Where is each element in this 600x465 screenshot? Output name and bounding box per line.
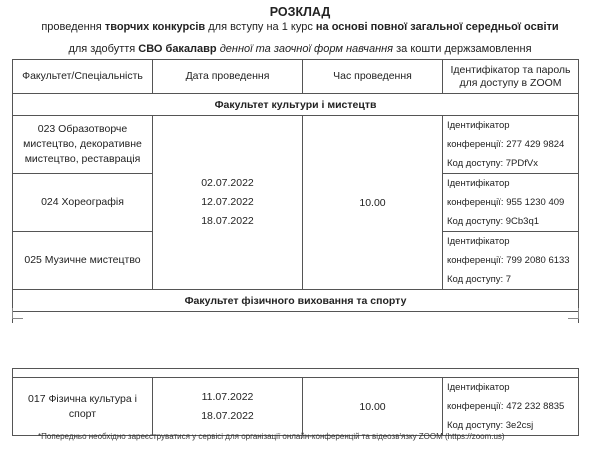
col-header-zoom: Ідентифікатор та пароль для доступу в ZOOM: [443, 60, 579, 94]
zoom-access-code[interactable]: 7: [505, 274, 512, 285]
time-cell: 10.00: [303, 116, 443, 290]
zoom-access-code[interactable]: 7PDfVx: [505, 158, 538, 169]
date-value: 02.07.2022: [201, 177, 254, 189]
table-header-row: [13, 60, 579, 94]
date-value: 12.07.2022: [201, 196, 254, 208]
zoom-id-label: Ідентифікатор: [447, 178, 510, 189]
faculty-row-culture: [13, 94, 579, 116]
subtitle-line-2: для здобуття СВО бакалавр денної та заочної форм навчання за кошти держзамовлення: [68, 43, 532, 55]
table-row: [13, 378, 579, 436]
time-cell: 10.00: [303, 378, 443, 436]
faculty-row-sport: [13, 290, 579, 312]
zoom-cell: [443, 232, 579, 290]
zoom-conf-id[interactable]: 955 1230 409: [506, 197, 565, 208]
table-top-rule: [13, 369, 579, 378]
faculty-title: Факультет фізичного виховання та спорту: [13, 290, 579, 312]
zoom-conf-id[interactable]: 277 429 9824: [506, 139, 565, 150]
schedule-table: [12, 59, 579, 328]
zoom-cell: [443, 174, 579, 232]
date-value: 18.07.2022: [201, 409, 254, 422]
zoom-conf-line: конференції: 277 429 9824: [447, 139, 565, 150]
zoom-id-label: Ідентифікатор: [447, 382, 510, 393]
col-header-date: Дата проведення: [153, 60, 303, 94]
date-value: 18.07.2022: [201, 215, 254, 227]
schedule-table-continued: [12, 368, 579, 436]
empty-cell: [13, 369, 579, 378]
document-title: РОЗКЛАД: [269, 5, 331, 19]
zoom-conf-id[interactable]: 472 232 8835: [506, 401, 565, 412]
zoom-code-line: Код доступу: 9Cb3q1: [447, 216, 540, 227]
zoom-conf-id[interactable]: 799 2080 6133: [506, 255, 570, 266]
footnote: *Попередньо необхідно зареєструватися у сервісі для організації онлайн-конференцій та відеозв'язку ZOOM (https://zoom.us): [38, 432, 505, 441]
specialty-cell: 025 Музичне мистецтво: [13, 232, 153, 290]
specialty-cell: 017 Фізична культура і спорт: [13, 378, 153, 436]
zoom-conf-line: конференції: 472 232 8835: [447, 401, 565, 412]
page-break: [0, 323, 600, 363]
zoom-access-code[interactable]: 9Cb3q1: [505, 216, 540, 227]
specialty-cell: 024 Хореографія: [13, 174, 153, 232]
col-header-time: Час проведення: [303, 60, 443, 94]
page-corner-mark: [12, 308, 23, 319]
faculty-title: Факультет культури і мистецтв: [13, 94, 579, 116]
dates-cell: [153, 378, 303, 436]
date-value: 11.07.2022: [201, 390, 254, 403]
specialty-cell: 023 Образотворче мистецтво, декоративне мистецтво, реставрація: [13, 116, 153, 174]
zoom-code-line: Код доступу: 7: [447, 274, 512, 285]
zoom-id-label: Ідентифікатор: [447, 120, 510, 131]
subtitle-line-1: проведення творчих конкурсів для вступу на 1 курс на основі повної загальної середньої освіти: [41, 21, 559, 33]
zoom-id-label: Ідентифікатор: [447, 236, 510, 247]
zoom-code-line: Код доступу: 3e2csj: [447, 420, 534, 431]
zoom-conf-line: конференції: 799 2080 6133: [447, 255, 570, 266]
zoom-cell: [443, 378, 579, 436]
table-row: [13, 116, 579, 174]
zoom-conf-line: конференції: 955 1230 409: [447, 197, 565, 208]
zoom-cell: [443, 116, 579, 174]
zoom-code-line: Код доступу: 7PDfVx: [447, 158, 538, 169]
zoom-access-code[interactable]: 3e2csj: [505, 420, 534, 431]
dates-cell: [153, 116, 303, 290]
col-header-faculty: Факультет/Спеціальність: [13, 60, 153, 94]
page-corner-mark: [568, 308, 579, 319]
